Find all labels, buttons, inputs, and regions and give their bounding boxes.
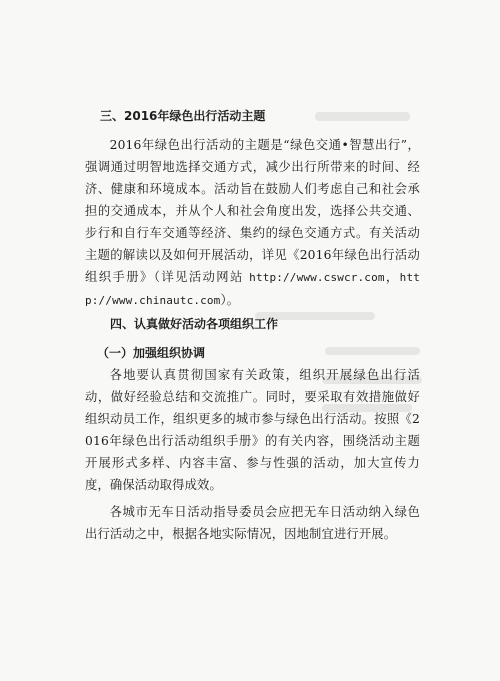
section-3-paragraph: [85, 134, 420, 312]
document-body: [85, 105, 420, 545]
website-url-cswcr[interactable]: http://www.cswcr.com: [249, 271, 385, 284]
subsection-1-paragraph-2: 各城市无车日活动指导委员会应把无车日活动纳入绿色出行活动之中，根据各地实际情况，因地制宜进行开展。: [85, 505, 420, 541]
section-3-paragraph-text: 2016年绿色出行活动的主题是“绿色交通•智慧出行”，强调通过明智地选择交通方式，减少出行所带来的时间、经济、健康和环境成本。活动旨在鼓励人们考虑自己和社会承担的交通成本，并从个人和社会角度出发，选择公共交通、步行和自行车交通等经济、集约的绿色交通方式。有关活动主题的解读以及如何开展活动，详见《2016年绿色出行活动组织手册》（详见活动网站: [85, 138, 420, 284]
section-3-paragraph-end: ）。: [220, 293, 240, 307]
website-url-chinautc[interactable]: http://www.chinautc.com: [85, 271, 420, 307]
section-4-heading: 四、认真做好活动各项组织工作: [110, 317, 279, 331]
subsection-1-heading: （一）加强组织协调: [97, 346, 206, 360]
section-3-heading: 三、2016年绿色出行活动主题: [100, 109, 266, 123]
url-separator: ，: [384, 270, 400, 284]
subsection-1-paragraph-1: 各地要认真贯彻国家有关政策，组织开展绿色出行活动，做好经验总结和交流推广。同时，要采取有效措施做好组织动员工作，组织更多的城市参与绿色出行活动。按照《2016年绿色出行活动组织手册》的有关内容，围绕活动主题开展形式多样、内容丰富、参与性强的活动，加大宣传力度，确保活动取得成效。: [85, 368, 420, 492]
